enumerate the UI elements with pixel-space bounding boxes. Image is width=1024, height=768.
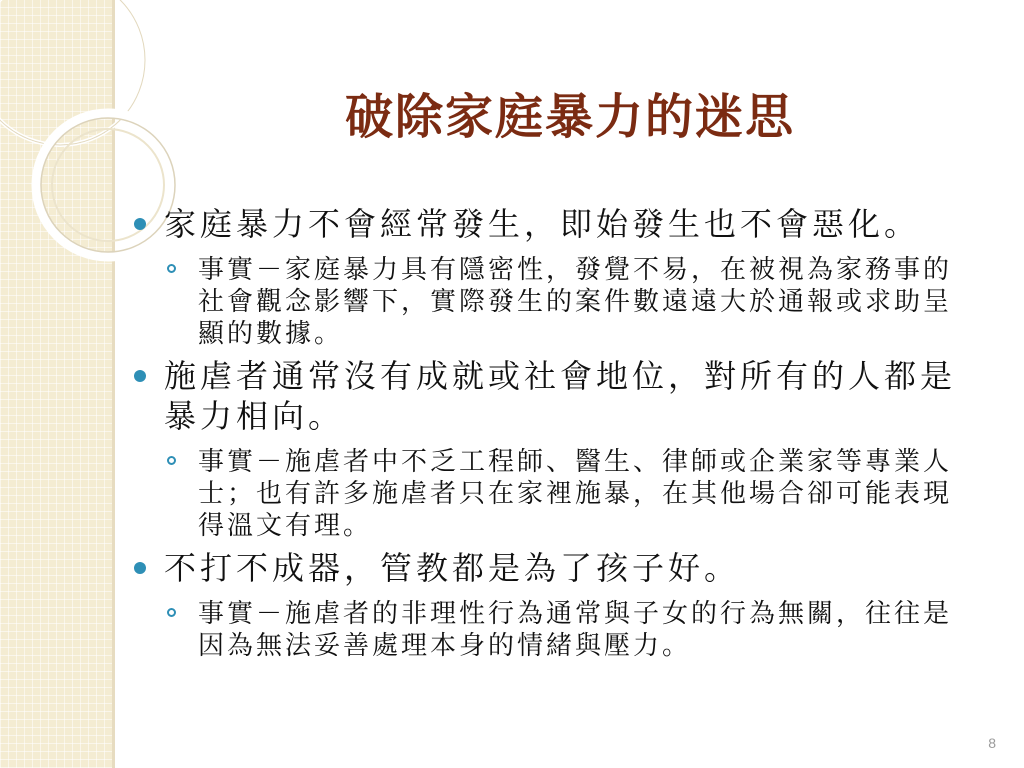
page-number: 8 (988, 735, 996, 751)
filled-bullet-icon (134, 370, 146, 382)
bullet-item-text: 施虐者通常沒有成就或社會地位，對所有的人都是暴力相向。 (164, 357, 957, 435)
slide-title: 破除家庭暴力的迷思 (344, 89, 795, 145)
bullet-item-1 (134, 204, 974, 244)
filled-bullet-icon (134, 562, 146, 574)
sub-bullet-item-1 (134, 254, 974, 350)
hollow-bullet-icon (167, 608, 176, 617)
sub-bullet-text: 事實－施虐者的非理性行為通常與子女的行為無關，往往是因為無法妥善處理本身的情緒與壓力。 (198, 599, 953, 661)
sub-bullet-item-2 (134, 446, 974, 542)
hollow-bullet-icon (167, 456, 176, 465)
bullet-item-3 (134, 548, 974, 588)
filled-bullet-icon (134, 218, 146, 230)
slide-content (134, 204, 974, 668)
bullet-item-2 (134, 356, 974, 436)
sub-bullet-text: 事實－家庭暴力具有隱密性，發覺不易，在被視為家務事的社會觀念影響下，實際發生的案件數遠遠大於通報或求助呈顯的數據。 (198, 255, 953, 349)
bullet-item-text: 不打不成器，管教都是為了孩子好。 (164, 549, 741, 587)
hollow-bullet-icon (167, 264, 176, 273)
sub-bullet-text: 事實－施虐者中不乏工程師、醫生、律師或企業家等專業人士；也有許多施虐者只在家裡施暴，在其他場合卻可能表現得溫文有理。 (198, 447, 953, 541)
bullet-item-text: 家庭暴力不會經常發生，即始發生也不會惡化。 (164, 205, 921, 243)
sub-bullet-item-3 (134, 598, 974, 662)
